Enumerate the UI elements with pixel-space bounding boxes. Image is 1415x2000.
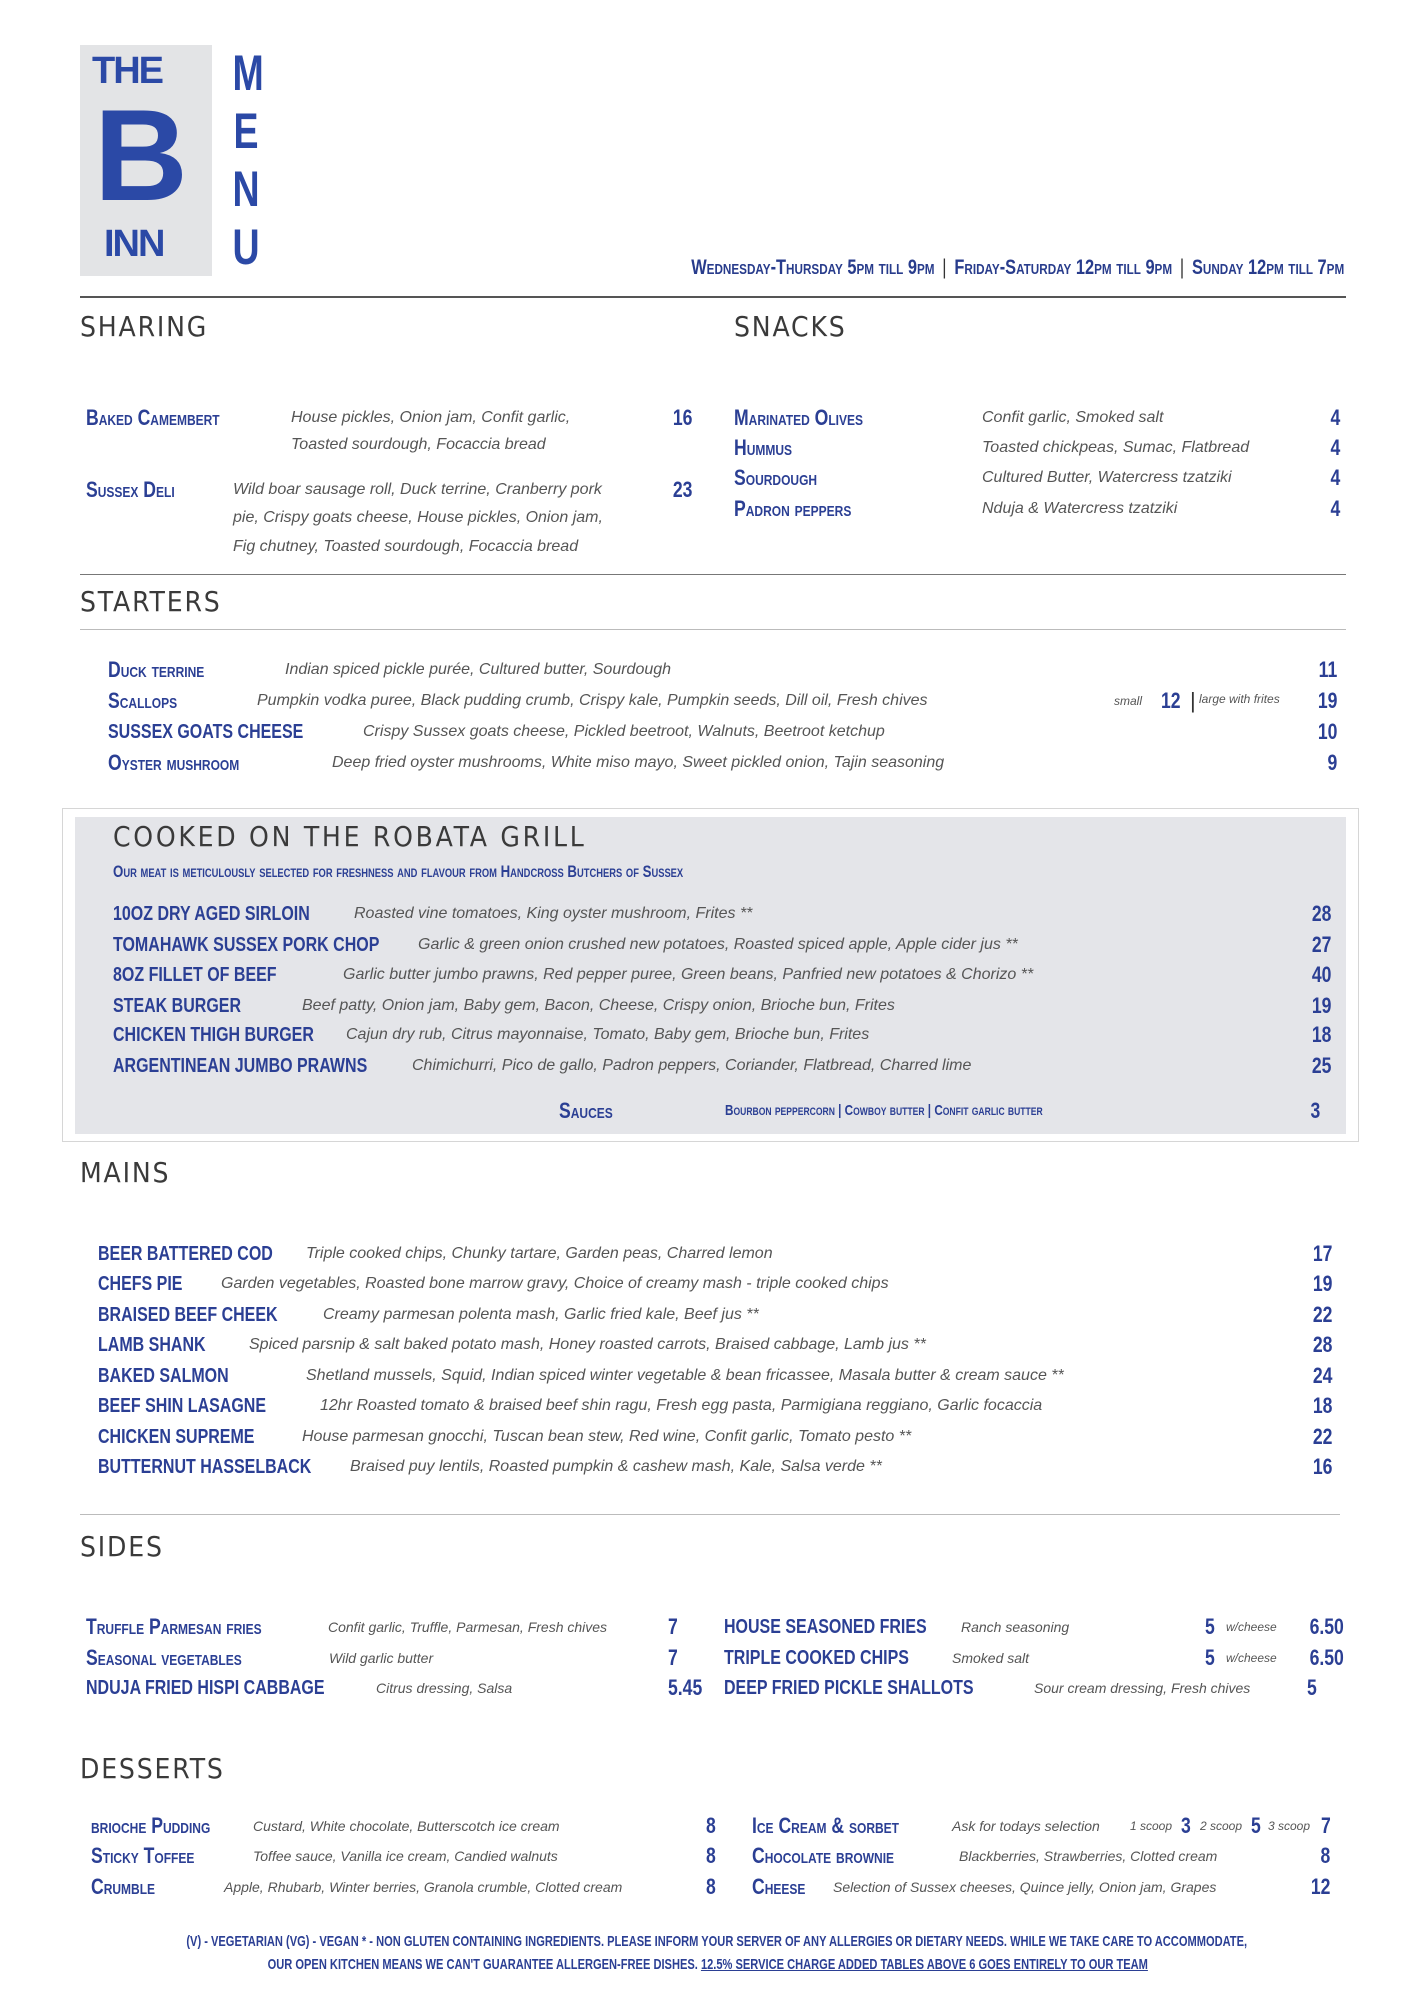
menu-item-price-small: 12 [1161,688,1181,713]
menu-item-name: 10OZ DRY AGED SIRLOIN [113,903,310,925]
menu-item-price: 4 [1330,435,1340,460]
scoop-label: 2 scoop [1200,1819,1243,1833]
menu-item-description: Indian spiced pickle purée, Cultured butter, Sourdough [285,661,672,678]
menu-item-price: 28 [1312,1332,1332,1357]
separator: | [1190,688,1196,713]
menu-item-description: Fig chutney, Toasted sourdough, Focaccia bread [233,538,579,555]
menu-item-description: Toasted chickpeas, Sumac, Flatbread [982,439,1250,456]
size-label-small: small [1114,694,1143,708]
menu-item-description: Garlic & green onion crushed new potatoes, Roasted spiced apple, Apple cider jus ** [418,936,1018,953]
menu-item-price: 9 [1327,750,1337,775]
menu-item-description: Confit garlic, Truffle, Parmesan, Fresh chives [328,1619,608,1635]
menu-item-price: 17 [1312,1241,1332,1266]
menu-item-price: 5 [1205,1645,1215,1670]
heading-snacks: SNACKS [734,310,847,343]
divider [80,1514,1340,1515]
menu-item-price: 8 [706,1843,716,1868]
menu-item-description: Custard, White chocolate, Butterscotch ice cream [253,1818,560,1834]
menu-item-price: 10 [1317,719,1337,744]
menu-item-description: Cultured Butter, Watercress tzatziki [982,469,1232,486]
menu-item-price: 5 [1205,1614,1215,1639]
divider [80,296,1346,298]
menu-item-description: 12hr Roasted tomato & braised beef shin ragu, Fresh egg pasta, Parmigiana reggiano, Garlic focaccia [320,1397,1043,1414]
menu-item-price: 12 [1310,1874,1330,1899]
menu-item-description: Spiced parsnip & salt baked potato mash, Honey roasted carrots, Braised cabbage, Lamb jus ** [249,1336,926,1353]
heading-desserts: DESSERTS [80,1752,225,1785]
menu-letter: M [232,45,264,101]
heading-starters: STARTERS [80,585,222,618]
menu-item-price: 4 [1330,496,1340,521]
menu-item-name: Crumble [91,1874,156,1899]
service-note [0,1954,1415,1976]
menu-item-description: Cajun dry rub, Citrus mayonnaise, Tomato, Baby gem, Brioche bun, Frites [346,1026,870,1043]
menu-item-price: 18 [1311,1022,1331,1047]
menu-item-description: Smoked salt [952,1650,1030,1666]
menu-item-description: House parmesan gnocchi, Tuscan bean stew, Red wine, Confit garlic, Tomato pesto ** [302,1428,912,1445]
menu-item-description: Wild garlic butter [329,1650,434,1666]
menu-item-price: 7 [668,1614,678,1639]
menu-item-description: pie, Crispy goats cheese, House pickles, Onion jam, [233,509,603,526]
menu-item-price: 8 [706,1813,716,1838]
menu-letter: E [233,103,259,159]
menu-title [232,44,264,276]
menu-item-description: Garden vegetables, Roasted bone marrow gravy, Choice of creamy mash - triple cooked chips [221,1275,889,1292]
scoop-label: 1 scoop [1130,1819,1173,1833]
sauces-label: Sauces [559,1098,613,1123]
menu-item-name: Duck terrine [108,657,205,682]
menu-item-name: CHICKEN THIGH BURGER [113,1024,314,1046]
size-label-large: large with frites [1199,692,1280,706]
menu-item-price: 19 [1312,1271,1332,1296]
menu-item-name: STEAK BURGER [113,995,242,1017]
menu-item-name: Ice Cream & sorbet [752,1813,899,1838]
cheese-price: 6.50 [1309,1645,1344,1670]
cheese-label: w/cheese [1226,1651,1277,1665]
menu-item-name: CHICKEN SUPREME [98,1426,255,1448]
allergen-note [0,1931,1415,1953]
menu-item-description: Ranch seasoning [961,1619,1070,1635]
logo [80,45,212,276]
menu-item-description: Beef patty, Onion jam, Baby gem, Bacon, Cheese, Crispy onion, Brioche bun, Frites [302,997,895,1014]
menu-item-price: 11 [1318,657,1337,682]
menu-item-name: Marinated Olives [734,405,864,430]
hours-sunday: Sunday 12pm till 7pm [1191,256,1344,279]
menu-item-price: 4 [1330,465,1340,490]
menu-item-name: LAMB SHANK [98,1334,206,1356]
menu-item-name: Cheese [752,1874,806,1899]
menu-item-name: Truffle Parmesan fries [86,1614,262,1639]
menu-item-name: DEEP FRIED PICKLE SHALLOTS [724,1677,974,1699]
menu-item-description: Citrus dressing, Salsa [376,1680,513,1696]
menu-item-price: 4 [1330,405,1340,430]
menu-item-description: Roasted vine tomatoes, King oyster mushroom, Frites ** [354,905,753,922]
heading-sharing: SHARING [80,310,209,343]
divider [80,629,1346,630]
menu-item-description: Braised puy lentils, Roasted pumpkin & cashew mash, Kale, Salsa verde ** [350,1458,882,1475]
hours-fri-sat: Friday-Saturday 12pm till 9pm [954,256,1172,279]
scoop-price: 3 [1181,1813,1191,1838]
menu-item-name: TOMAHAWK SUSSEX PORK CHOP [113,934,380,956]
menu-item-description: Selection of Sussex cheeses, Quince jelly, Onion jam, Grapes [833,1879,1217,1895]
menu-item-price: 7 [668,1645,678,1670]
menu-item-description: Shetland mussels, Squid, Indian spiced winter vegetable & bean fricassee, Masala butter & cream sauce ** [306,1367,1064,1384]
cheese-price: 6.50 [1309,1614,1344,1639]
menu-item-name: Baked Camembert [86,405,220,430]
logo-b: B [94,82,188,228]
heading-mains: MAINS [80,1156,171,1189]
menu-item-name: ARGENTINEAN JUMBO PRAWNS [113,1055,368,1077]
menu-item-price: 5 [1307,1675,1317,1700]
logo-the: THE [92,50,162,92]
menu-item-description: Toffee sauce, Vanilla ice cream, Candied walnuts [253,1848,558,1864]
grill-subtitle: Our meat is meticulously selected for freshness and flavour from Handcross Butchers of Sussex [113,862,684,881]
menu-item-price: 18 [1312,1393,1332,1418]
menu-item-name: BEEF SHIN LASAGNE [98,1395,267,1417]
heading-grill: COOKED ON THE ROBATA GRILL [113,820,587,853]
menu-item-price: 8 [706,1874,716,1899]
separator: | [1179,256,1184,279]
menu-item-price: 25 [1311,1053,1331,1078]
menu-item-description: Chimichurri, Pico de gallo, Padron peppers, Coriander, Flatbread, Charred lime [412,1057,972,1074]
menu-item-name: TRIPLE COOKED CHIPS [724,1647,909,1669]
sauces-options: Bourbon peppercorn | Cowboy butter | Confit garlic butter [725,1102,1043,1119]
menu-item-description: Garlic butter jumbo prawns, Red pepper puree, Green beans, Panfried new potatoes & Chorizo ** [343,966,1034,983]
menu-item-name: Chocolate brownie [752,1843,895,1868]
menu-item-name: Sourdough [734,465,818,490]
menu-item-name: SUSSEX GOATS CHEESE [108,721,304,743]
menu-item-name: BEER BATTERED COD [98,1243,273,1265]
menu-item-description: Confit garlic, Smoked salt [982,409,1164,426]
menu-item-name: 8OZ FILLET OF BEEF [113,964,277,986]
menu-item-price: 28 [1311,901,1331,926]
heading-sides: SIDES [80,1530,164,1563]
menu-item-name: brioche Pudding [91,1813,211,1838]
menu-item-price: 40 [1311,962,1331,987]
menu-item-price: 27 [1311,932,1331,957]
menu-item-description: Ask for todays selection [952,1818,1100,1834]
menu-item-price: 16 [1312,1454,1332,1479]
menu-item-description: Crispy Sussex goats cheese, Pickled beetroot, Walnuts, Beetroot ketchup [363,723,885,740]
menu-item-name: CHEFS PIE [98,1273,183,1295]
allergen-line-1: (V) - VEGETARIAN (VG) - VEGAN * - NON GLUTEN CONTAINING INGREDIENTS. PLEASE INFORM YOUR SERVER OF ANY ALLERGIES OR DIETARY NEEDS. WHILE WE TAKE CARE TO ACCOMMODATE, [186,1933,1248,1950]
menu-item-price: 22 [1312,1302,1332,1327]
menu-item-description: Wild boar sausage roll, Duck terrine, Cranberry pork [233,481,602,498]
menu-item-price: 19 [1317,688,1337,713]
menu-item-price: 23 [672,477,692,502]
divider [80,574,1346,575]
menu-item-name: Padron peppers [734,496,852,521]
menu-letter: N [232,161,260,217]
menu-item-name: BUTTERNUT HASSELBACK [98,1456,312,1478]
menu-item-description: Deep fried oyster mushrooms, White miso mayo, Sweet pickled onion, Tajin seasoning [332,754,945,771]
menu-item-name: Scallops [108,688,178,713]
menu-item-name: HOUSE SEASONED FRIES [724,1616,927,1638]
menu-item-name: Hummus [734,435,793,460]
menu-item-description: Nduja & Watercress tzatziki [982,500,1178,517]
menu-item-price: 8 [1320,1843,1330,1868]
sauces-price: 3 [1310,1098,1320,1123]
hours-weekday: Wednesday-Thursday 5pm till 9pm [690,256,935,279]
menu-item-description: Pumpkin vodka puree, Black pudding crumb, Crispy kale, Pumpkin seeds, Dill oil, Fresh chives [257,692,928,709]
menu-item-name: BAKED SALMON [98,1365,229,1387]
opening-hours [691,256,1344,280]
menu-item-price: 5.45 [668,1675,703,1700]
menu-item-price: 22 [1312,1424,1332,1449]
scoop-label: 3 scoop [1268,1819,1311,1833]
service-charge-note: 12.5% SERVICE CHARGE ADDED TABLES ABOVE 6 GOES ENTIRELY TO OUR TEAM [700,1956,1148,1973]
menu-item-name: BRAISED BEEF CHEEK [98,1304,278,1326]
menu-item-name: Sticky Toffee [91,1843,195,1868]
menu-item-description: Creamy parmesan polenta mash, Garlic fried kale, Beef jus ** [323,1306,759,1323]
menu-item-price: 24 [1312,1363,1332,1388]
menu-letter: U [232,219,260,275]
menu-item-description: Blackberries, Strawberries, Clotted cream [959,1848,1218,1864]
menu-item-description: Sour cream dressing, Fresh chives [1034,1680,1251,1696]
scoop-price: 5 [1251,1813,1261,1838]
menu-item-name: Oyster mushroom [108,750,240,775]
cheese-label: w/cheese [1226,1620,1277,1634]
menu-item-name: Sussex Deli [86,477,175,502]
menu-item-description: House pickles, Onion jam, Confit garlic, [291,409,571,426]
menu-item-description: Apple, Rhubarb, Winter berries, Granola crumble, Clotted cream [224,1879,623,1895]
scoop-price: 7 [1321,1813,1331,1838]
menu-item-name: NDUJA FRIED HISPI CABBAGE [86,1677,325,1699]
menu-item-price: 19 [1311,993,1331,1018]
menu-item-name: Seasonal vegetables [86,1645,242,1670]
logo-inn: INN [104,223,164,265]
menu-item-description: Triple cooked chips, Chunky tartare, Garden peas, Charred lemon [306,1245,773,1262]
allergen-line-2: OUR OPEN KITCHEN MEANS WE CAN'T GUARANTEE ALLERGEN-FREE DISHES. [267,1956,701,1973]
separator: | [942,256,947,279]
menu-item-description: Toasted sourdough, Focaccia bread [291,436,546,453]
menu-item-price: 16 [672,405,692,430]
